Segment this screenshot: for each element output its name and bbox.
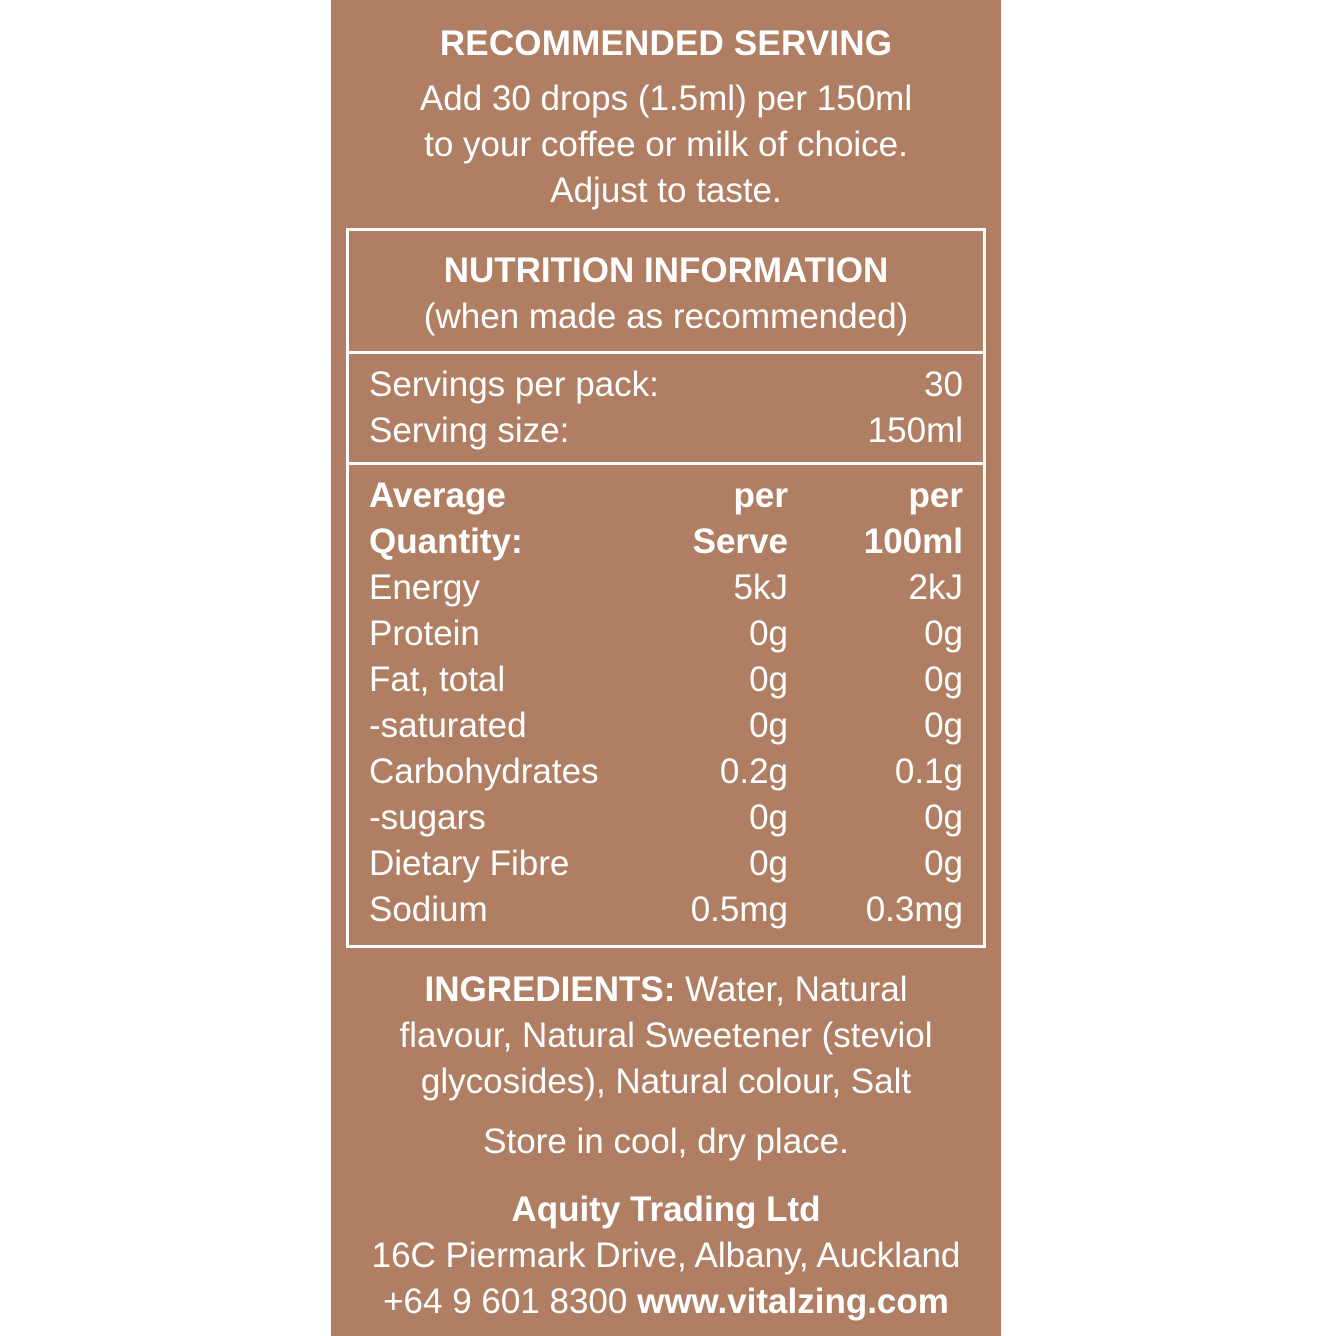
table-header-row [369,519,963,565]
recommended-serving-text [331,76,1001,214]
nutrition-table [349,465,983,945]
table-row [369,611,963,657]
per-100ml-value: 0g [924,706,963,745]
header-average: Average [369,476,506,515]
serving-size-label: Serving size: [369,411,570,450]
table-row [369,887,963,933]
serving-line: Add 30 drops (1.5ml) per 150ml [419,79,913,118]
per-100ml-value: 0.3mg [865,890,963,929]
nutrition-panel [346,228,986,948]
header-per: per [908,476,963,515]
company-address: 16C Piermark Drive, Albany, Auckland [371,1236,961,1275]
per-100ml-value: 0g [924,798,963,837]
table-row [369,795,963,841]
per-100ml-value: 0g [924,614,963,653]
ingredients-label: INGREDIENTS: [424,970,676,1009]
per-serve-value: 0.2g [719,752,788,791]
company-phone: +64 9 601 8300 [383,1282,628,1321]
table-row [369,749,963,795]
per-100ml-value: 0.1g [894,752,963,791]
per-serve-value: 0g [749,844,788,883]
company-contact [331,1282,1001,1322]
servings-per-pack-value: 30 [924,365,963,404]
ingredients-line [331,967,1001,1013]
servings-per-pack-row [369,362,963,408]
nutrient-name: -sugars [369,798,486,837]
header-100ml: 100ml [863,522,963,561]
per-100ml-value: 0g [924,844,963,883]
per-serve-value: 0g [749,614,788,653]
ingredients-text [331,967,1001,1105]
serving-size-row [369,408,963,454]
nutrient-name: Carbohydrates [369,752,599,791]
per-serve-value: 0g [749,660,788,699]
table-row [369,657,963,703]
company-website: www.vitalzing.com [637,1282,949,1321]
ingredients-line1: Water, Natural [675,970,908,1009]
nutrition-header [349,231,983,354]
ingredients-line3: glycosides), Natural colour, Salt [420,1062,912,1101]
serving-size-value: 150ml [867,411,963,450]
label-panel [331,0,1001,1336]
serving-line: Adjust to taste. [550,171,782,210]
serving-line: to your coffee or milk of choice. [424,125,908,164]
per-serve-value: 0g [749,798,788,837]
table-row [369,703,963,749]
header-quantity: Quantity: [369,522,523,561]
company-name: Aquity Trading Ltd [511,1190,821,1229]
servings-per-pack-label: Servings per pack: [369,365,659,404]
recommended-serving-title: RECOMMENDED SERVING [439,24,893,63]
nutrient-name: Protein [369,614,480,653]
table-row [369,841,963,887]
storage-instructions: Store in cool, dry place. [483,1122,849,1161]
table-header-row [369,473,963,519]
servings-info [349,354,983,465]
nutrient-name: Dietary Fibre [369,844,570,883]
nutrient-name: Fat, total [369,660,506,699]
nutrient-name: Energy [369,568,480,607]
per-serve-value: 5kJ [733,568,788,607]
ingredients-line2: flavour, Natural Sweetener (steviol [399,1016,933,1055]
nutrition-title: NUTRITION INFORMATION [443,251,889,290]
nutrient-name: Sodium [369,890,488,929]
per-100ml-value: 2kJ [908,568,963,607]
nutrition-subtitle: (when made as recommended) [423,297,909,336]
nutrient-name: -saturated [369,706,527,745]
table-row [369,565,963,611]
per-serve-value: 0.5mg [690,890,788,929]
header-per: per [733,476,788,515]
per-100ml-value: 0g [924,660,963,699]
per-serve-value: 0g [749,706,788,745]
header-serve: Serve [692,522,788,561]
